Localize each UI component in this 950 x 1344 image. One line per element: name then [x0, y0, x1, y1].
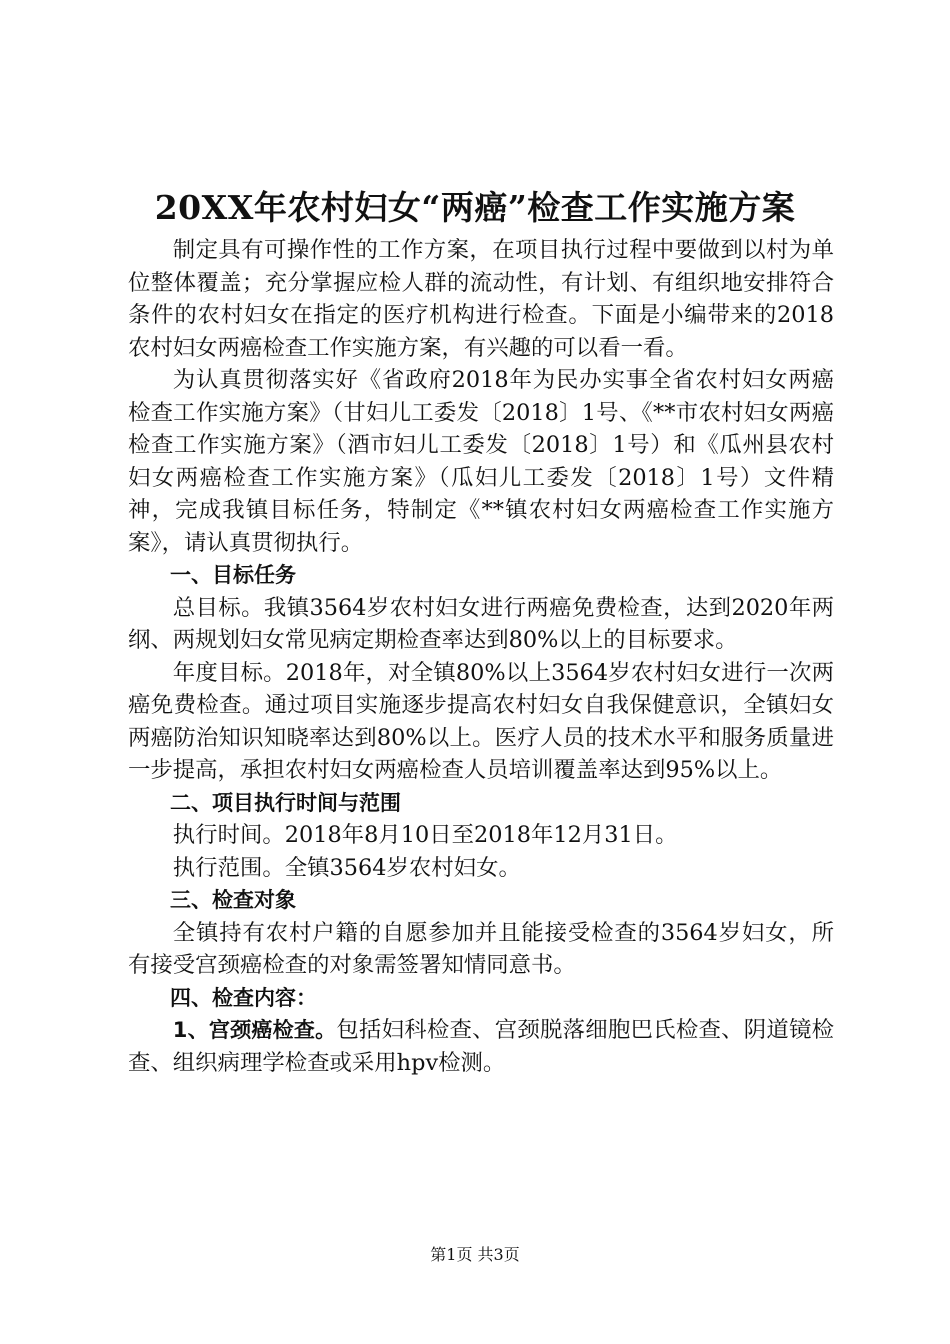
paragraph-execution-time: 执行时间。2018年8月10日至2018年12月31日。	[172, 822, 678, 848]
paragraph-overall-goal: 总目标。我镇3564岁农村妇女进行两癌免费检查，达到2020年两纲、两规划妇女常见病定期检查率达到80%以上的目标要求。	[128, 594, 834, 653]
paragraph-purpose: 为认真贯彻落实好《省政府2018年为民办实事全省农村妇女两癌检查工作实施方案》（甘妇儿工委发〔2018〕1号、《**市农村妇女两癌检查工作实施方案》（酒市妇儿工委发〔2018〕1号）和《瓜州县农村妇女两癌检查工作实施方案》（瓜妇儿工委发〔2018〕1号）文件精神，完成我镇目标任务，特制定《**镇农村妇女两癌检查工作实施方案》，请认真贯彻执行。	[128, 367, 834, 556]
section-heading-time-scope: 二、项目执行时间与范围	[170, 790, 401, 815]
paragraph-cervical-exam	[128, 1014, 834, 1079]
paragraph-annual-goal: 年度目标。2018年，对全镇80%以上3564岁农村妇女进行一次两癌免费检查。通过项目实施逐步提高农村妇女自我保健意识，全镇妇女两癌防治知识知晓率达到80%以上。医疗人员的技术水平和服务质量进一步提高，承担农村妇女两癌检查人员培训覆盖率达到95%以上。	[128, 659, 834, 783]
paragraph-intro: 制定具有可操作性的工作方案，在项目执行过程中要做到以村为单位整体覆盖；充分掌握应检人群的流动性，有计划、有组织地安排符合条件的农村妇女在指定的医疗机构进行检查。下面是小编带来的2018农村妇女两癌检查工作实施方案，有兴趣的可以看一看。	[128, 237, 834, 361]
section-heading-goals: 一、目标任务	[170, 563, 296, 587]
document-body	[128, 234, 834, 1079]
document-title: 20XX年农村妇女“两癌”检查工作实施方案	[154, 188, 796, 227]
cervical-exam-text: 包括妇科检查、宫颈脱落细胞巴氏检查、阴道镜检查、组织病理学检查或采用hpv检测。	[128, 1017, 834, 1076]
section-heading-contents: 四、检查内容：	[170, 985, 317, 1010]
paragraph-execution-scope: 执行范围。全镇3564岁农村妇女。	[172, 854, 521, 881]
page-footer: 第1页 共3页	[430, 1245, 520, 1264]
paragraph-subjects: 全镇持有农村户籍的自愿参加并且能接受检查的3564岁妇女，所有接受宫颈癌检查的对象需签署知情同意书。	[128, 919, 834, 978]
cervical-exam-lead: 1、宫颈癌检查。	[172, 1018, 337, 1042]
section-heading-subjects: 三、检查对象	[170, 888, 296, 912]
